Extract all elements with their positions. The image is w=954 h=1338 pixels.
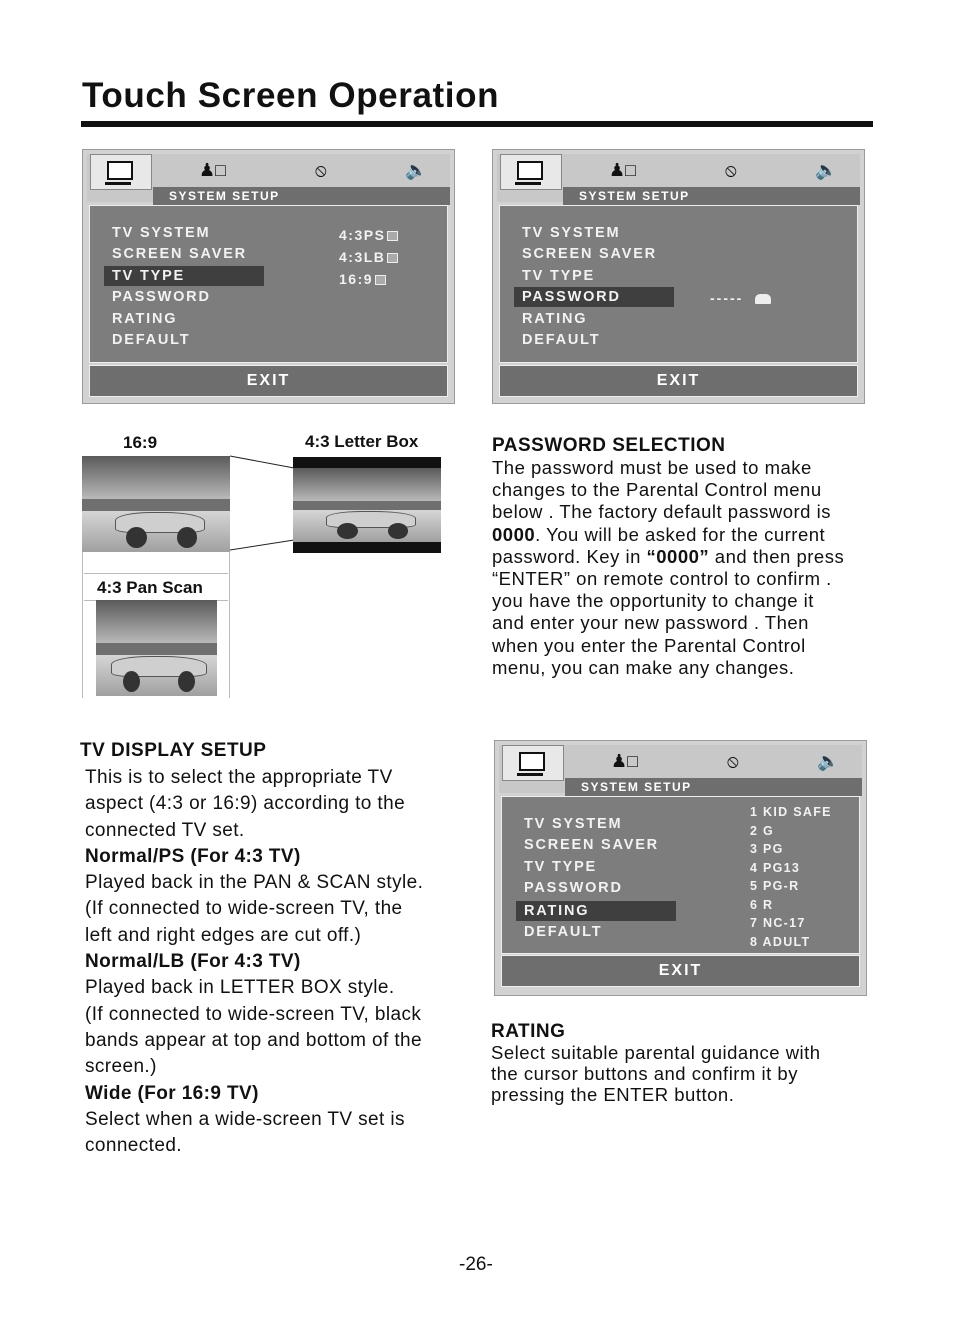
text-line [492,524,844,546]
key-in-code: “0000” [646,545,710,567]
option-label: 16:9 [339,271,374,287]
user-icon[interactable]: ♟□ [199,160,227,180]
menu-header: SYSTEM SETUP [565,778,862,796]
title-rule [81,121,873,127]
menu-item-default[interactable]: DEFAULT [522,332,601,348]
rating-option[interactable]: 4 PG13 [750,860,801,875]
user-icon[interactable]: ♟□ [611,751,639,771]
rating-option[interactable]: 7 NC-17 [750,916,806,930]
rating-menu-panel [494,740,867,996]
menu-header: SYSTEM SETUP [153,187,450,205]
menu-item-rating[interactable]: RATING [522,311,588,327]
connector-lines [228,454,298,554]
menu-item-rating[interactable]: RATING [112,311,178,327]
checkbox-icon [387,253,398,263]
text-line: Played back in LETTER BOX style. [85,977,395,999]
image-16-9 [82,456,230,552]
text-line: This is to select the appropriate TV [85,767,393,788]
rating-option[interactable]: 1 KID SAFE [750,805,832,819]
rating-options [750,803,832,951]
default-code: 0000 [492,523,536,545]
lock-icon [755,294,771,304]
menu-item-tv-system[interactable]: TV SYSTEM [522,225,621,241]
password-input[interactable] [710,288,771,308]
password-heading: PASSWORD SELECTION [492,435,726,456]
menu-item-tv-type[interactable]: TV TYPE [524,859,598,875]
option-16-9[interactable] [339,269,386,289]
option-4-3lb[interactable] [339,247,398,267]
lb-heading: Normal/LB (For 4:3 TV) [85,951,301,973]
ps-heading: Normal/PS (For 4:3 TV) [85,845,301,867]
text-fragment: password. Key in [492,545,647,567]
image-letterbox [293,457,441,553]
menu-item-tv-type[interactable]: TV TYPE [522,268,596,284]
text-line: screen.) [85,1056,157,1078]
menu-tabs [499,745,862,793]
menu-tabs [87,154,450,202]
disc-icon[interactable]: ⦸ [315,160,327,180]
option-label: 4:3LB [339,249,386,265]
page-title: Touch Screen Operation [82,76,500,115]
menu-item-default[interactable]: DEFAULT [112,332,191,348]
text-line: pressing the ENTER button. [491,1084,735,1105]
password-menu-panel [492,149,865,404]
menu-item-screen-saver[interactable]: SCREEN SAVER [522,246,657,262]
tv-type-menu-panel [82,149,455,404]
rating-option[interactable]: 8 ADULT [750,934,811,949]
menu-item-screen-saver[interactable]: SCREEN SAVER [524,837,659,853]
menu-header: SYSTEM SETUP [563,187,860,205]
text-line: when you enter the Parental Control [492,634,806,656]
menu-item-tv-system[interactable]: TV SYSTEM [524,816,623,832]
text-line: Select suitable parental guidance with [491,1042,821,1063]
password-mask: ----- [710,290,744,306]
text-line: Played back in the PAN & SCAN style. [85,872,424,894]
monitor-icon [519,752,545,771]
checkbox-icon [375,275,386,285]
text-line [492,546,844,568]
rating-option[interactable]: 5 PG-R [750,879,800,893]
text-line: left and right edges are cut off.) [85,924,362,946]
option-label: 4:3PS [339,227,386,243]
page-number: -26- [459,1254,493,1275]
disc-icon[interactable]: ⦸ [727,751,739,771]
password-description [492,457,844,679]
text-line: bands appear at top and bottom of the [85,1029,422,1051]
speaker-icon[interactable]: 🔈 [817,751,840,771]
exit-button[interactable]: EXIT [499,365,858,397]
label-panscan: 4:3 Pan Scan [97,578,203,597]
text-line: (If connected to wide-screen TV, the [85,898,403,920]
menu-item-screen-saver[interactable]: SCREEN SAVER [112,246,247,262]
text-line: menu, you can make any changes. [492,656,795,678]
menu-item-tv-system[interactable]: TV SYSTEM [112,225,211,241]
text-line: connected TV set. [85,819,245,841]
menu-item-default[interactable]: DEFAULT [524,924,603,940]
checkbox-icon [387,231,398,241]
disc-icon[interactable]: ⦸ [725,160,737,180]
display-heading: TV DISPLAY SETUP [80,740,267,761]
text-line: changes to the Parental Control menu [492,479,822,501]
display-description [85,765,423,1159]
text-line: The password must be used to make [492,457,812,478]
text-line: Select when a wide-screen TV set is [85,1108,405,1130]
menu-item-tv-type[interactable]: TV TYPE [104,266,264,286]
text-line: the cursor buttons and confirm it by [491,1063,798,1084]
menu-list [89,205,448,363]
menu-tabs [497,154,860,202]
menu-item-password[interactable]: PASSWORD [524,880,623,896]
rating-option[interactable]: 6 R [750,897,774,912]
menu-list [501,796,860,954]
tab-system-setup[interactable] [502,745,564,781]
menu-item-rating[interactable]: RATING [516,901,676,921]
tab-system-setup[interactable] [90,154,152,190]
rating-description [491,1042,821,1105]
label-letterbox: 4:3 Letter Box [305,432,419,451]
text-line: you have the opportunity to change it [492,590,814,612]
text-line: below . The factory default password is [492,501,831,523]
exit-button[interactable]: EXIT [501,955,860,987]
text-line: and enter your new password . Then [492,612,809,634]
menu-list [499,205,858,363]
speaker-icon[interactable]: 🔈 [815,160,838,180]
speaker-icon[interactable]: 🔈 [405,160,428,180]
text-line: connected. [85,1135,182,1157]
tab-system-setup[interactable] [500,154,562,190]
text-line: “ENTER” on remote control to confirm . [492,568,832,590]
text-fragment: and then press [709,545,845,567]
menu-item-password[interactable]: PASSWORD [112,289,211,305]
option-4-3ps[interactable] [339,225,398,245]
monitor-icon [107,161,133,180]
rating-heading: RATING [491,1021,566,1042]
menu-item-password[interactable]: PASSWORD [514,287,674,307]
rating-option[interactable]: 2 G [750,823,775,838]
wide-heading: Wide (For 16:9 TV) [85,1082,259,1104]
exit-button[interactable]: EXIT [89,365,448,397]
image-panscan [96,600,217,696]
monitor-icon [517,161,543,180]
label-16-9: 16:9 [123,433,158,452]
text-line: aspect (4:3 or 16:9) according to the [85,793,406,815]
text-fragment: . You will be asked for the current [535,523,826,545]
rating-option[interactable]: 3 PG [750,842,784,856]
text-line: (If connected to wide-screen TV, black [85,1003,422,1025]
user-icon[interactable]: ♟□ [609,160,637,180]
